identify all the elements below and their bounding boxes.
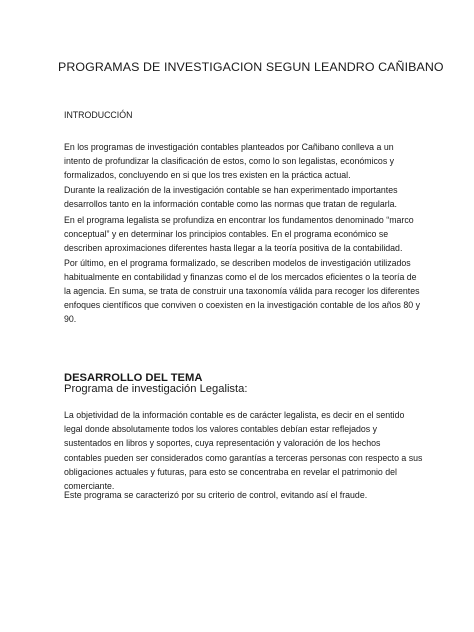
subsection-heading: Programa de investigación Legalista: xyxy=(64,383,248,395)
text-line: formalizados, concluyendo en si que los tres existen en la práctica actual. xyxy=(64,170,351,181)
intro-paragraph-3 xyxy=(64,213,421,327)
text-line: la agencia. En suma, se trata de construir una taxonomía válida para recoger los diferentes xyxy=(64,286,420,297)
text-line: sustentados en libros y soportes, cuya representación y valoración de los hechos xyxy=(64,438,381,449)
text-line: En el programa legalista se profundiza en encontrar los fundamentos denominado “marco xyxy=(64,215,414,225)
text-line: legal donde absolutamente todos los valores contables debían estar reflejados y xyxy=(64,424,377,435)
legalista-paragraph-2 xyxy=(64,488,412,502)
text-line: conceptual” y en determinar los principios contables. En el programa económico se xyxy=(64,229,389,240)
text-line: comerciante. xyxy=(64,481,115,492)
text-line: La objetividad de la información contable es de carácter legalista, es decir en el sentido xyxy=(64,410,405,420)
text-line: describen aproximaciones diferentes hasta llegar a la teoría positiva de la contabilidad. xyxy=(64,243,403,254)
text-line: contables pueden ser considerados como garantías a terceras personas con respecto a sus xyxy=(64,452,423,463)
text-line: En los programas de investigación contables planteados por Cañibano conlleva a un xyxy=(64,142,394,152)
text-line: obligaciones actuales y futuras, para esto se concentraba en revelar el patrimonio del xyxy=(64,466,398,477)
text-line: enfoques científicos que conviven o coexisten en la investigación contable de los años 80 y xyxy=(64,300,421,311)
document-title: PROGRAMAS DE INVESTIGACION SEGUN LEANDRO CAÑIBANO xyxy=(58,60,444,74)
text-line: desarrollos tanto en la información contable como las normas que tratan de regularla. xyxy=(64,199,398,210)
text-line: Por último, en el programa formalizado, se describen modelos de investigación utilizados xyxy=(64,257,411,268)
intro-heading: INTRODUCCIÓN xyxy=(64,110,133,120)
intro-paragraph-1 xyxy=(64,140,412,183)
text-line: Durante la realización de la investigación contable se han experimentado importantes xyxy=(64,185,398,195)
text-line: 90. xyxy=(64,314,77,325)
text-line: intento de profundizar la clasificación de estos, como lo son legalistas, económicos y xyxy=(64,156,395,167)
text-line: habitualmente en contabilidad y finanzas como el de los mercados eficientes o la teoría de xyxy=(64,271,417,282)
legalista-paragraph-1 xyxy=(64,408,423,493)
section-heading: DESARROLLO DEL TEMA xyxy=(64,372,203,384)
intro-paragraph-2 xyxy=(64,183,412,211)
text-line: Este programa se caracterizó por su criterio de control, evitando así el fraude. xyxy=(64,490,368,500)
